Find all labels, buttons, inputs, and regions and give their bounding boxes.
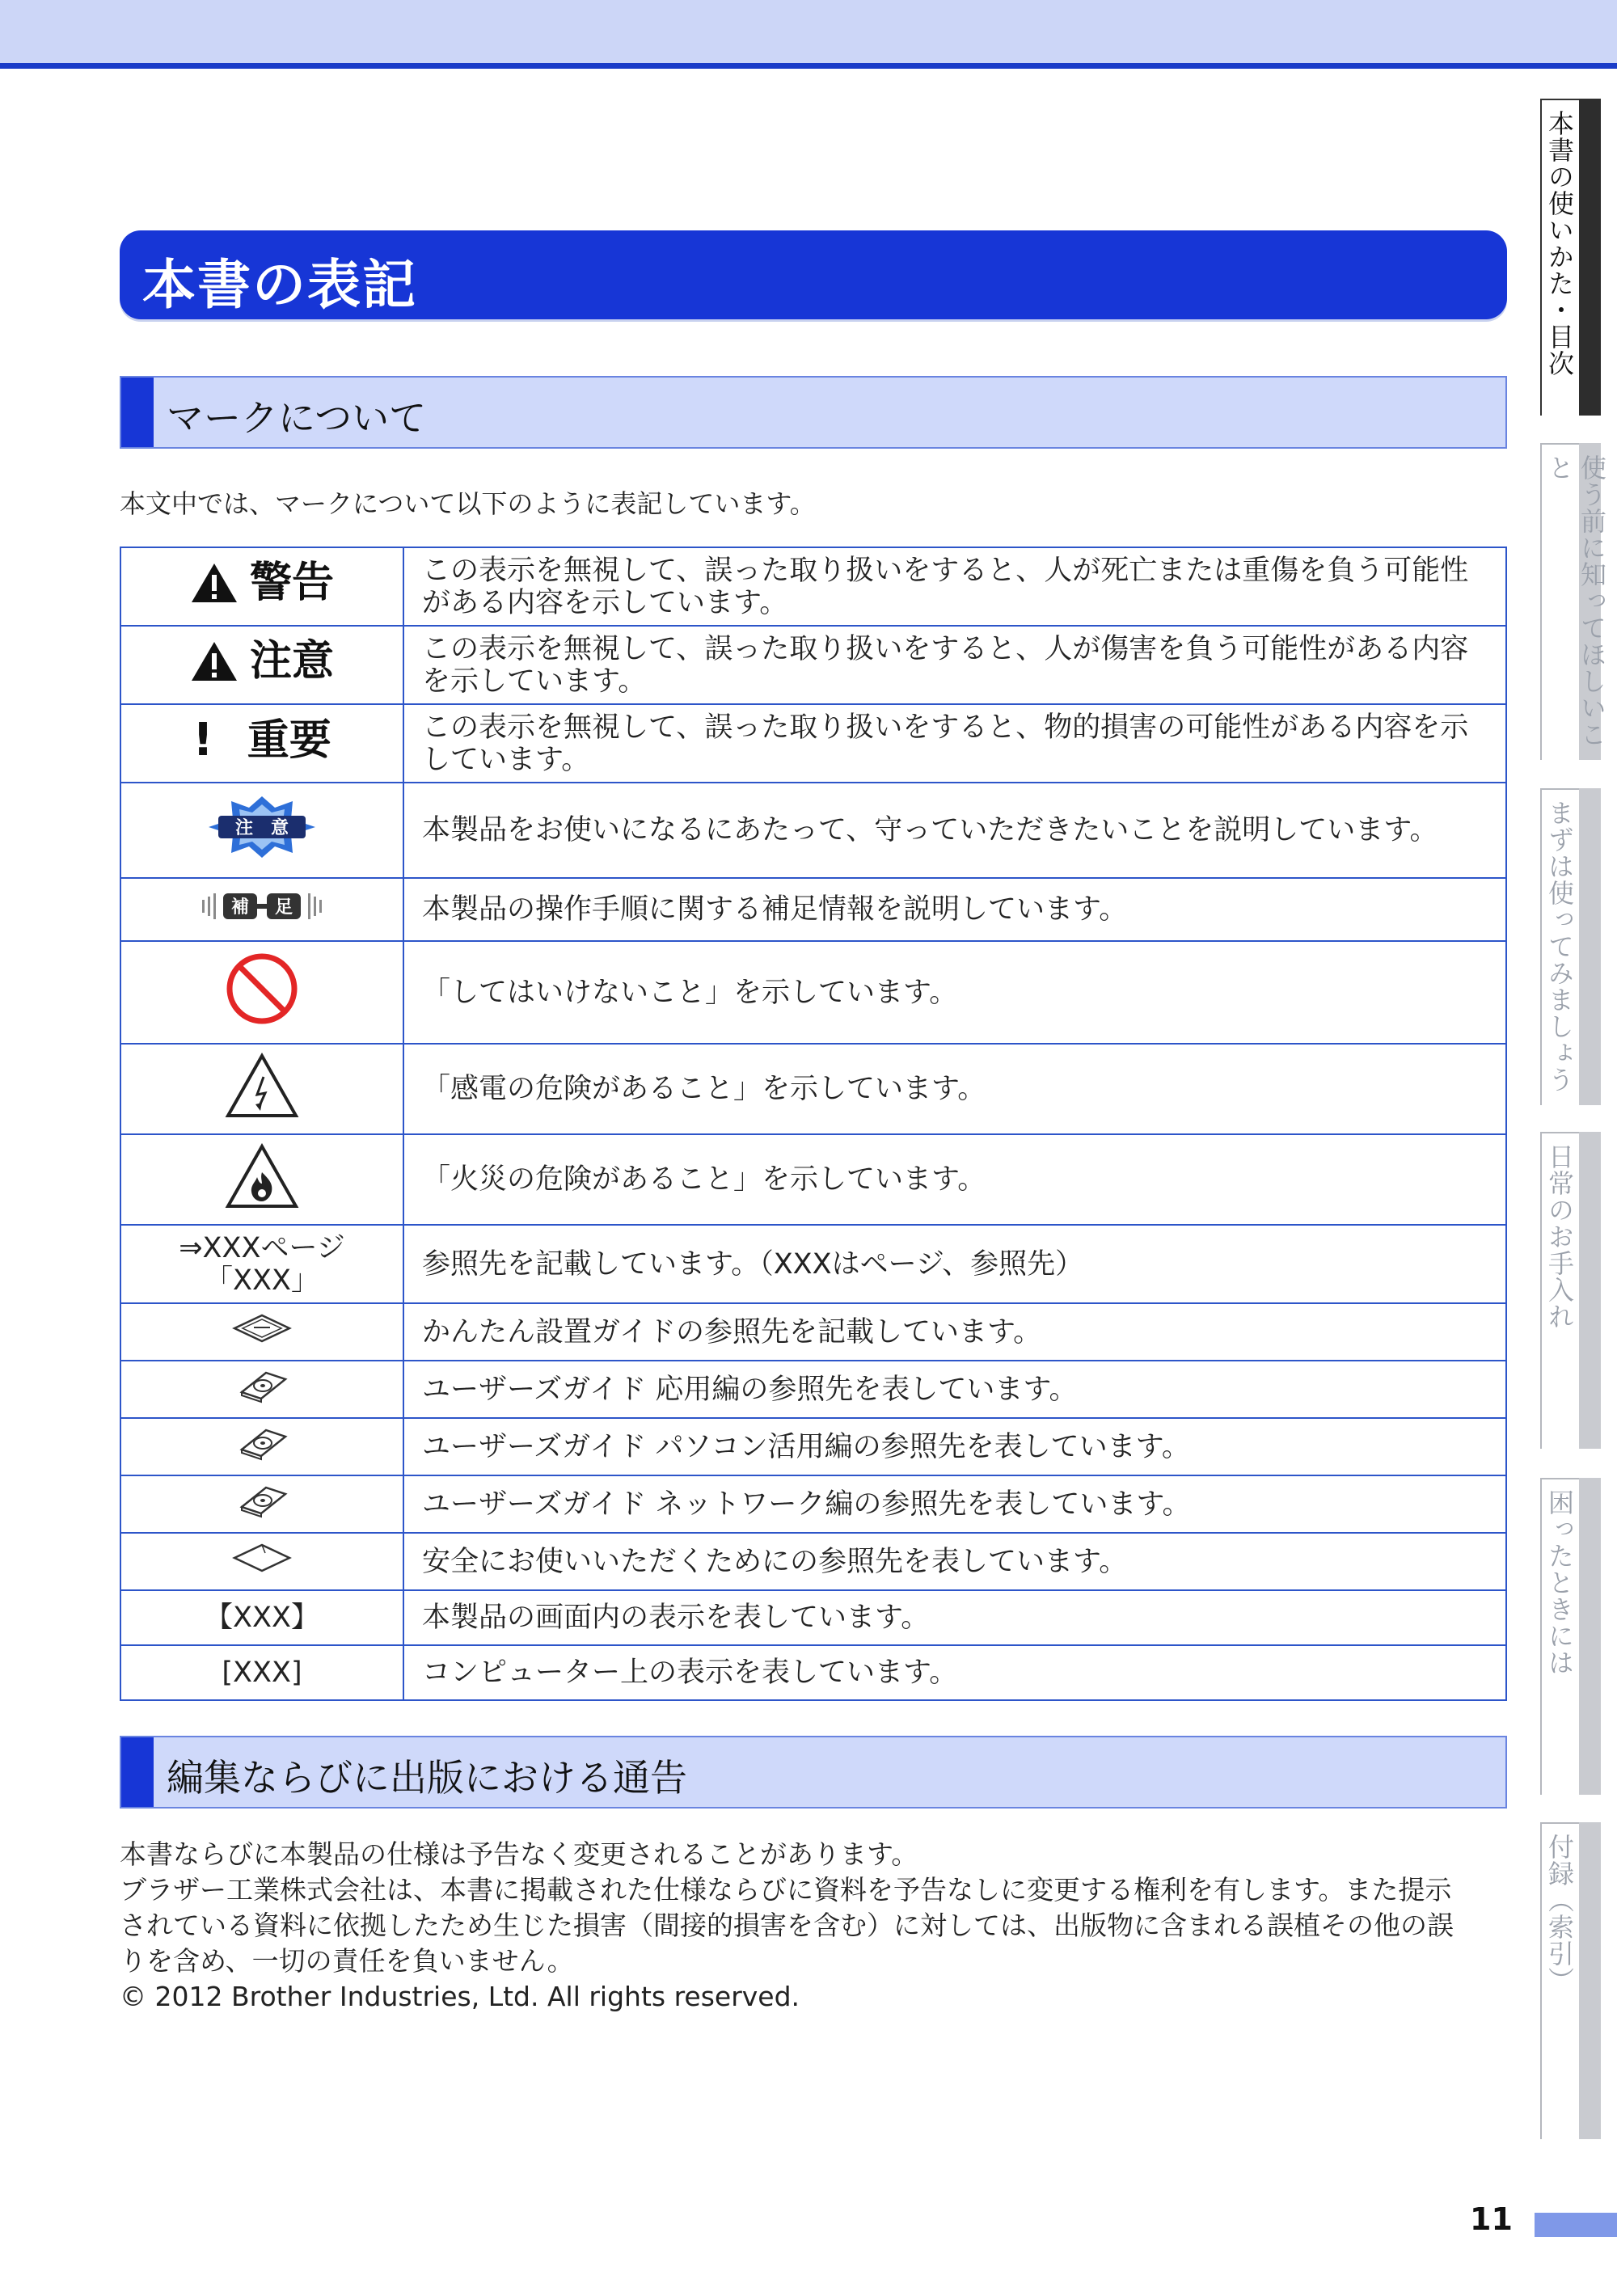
row-description: ユーザーズガイド 応用編の参照先を表しています。 <box>403 1361 1506 1418</box>
section-heading-text: 編集ならびに出版における通告 <box>167 1756 687 1800</box>
copyright-line: © 2012 Brother Industries, Ltd. All rights reserved. <box>120 1981 800 2012</box>
table-row <box>120 704 1506 783</box>
cd-manual-icon <box>234 1368 290 1403</box>
cd-manual-icon <box>234 1483 290 1518</box>
table-row <box>120 1475 1506 1533</box>
row-description: この表示を無視して、誤った取り扱いをすると、人が傷害を負う可能性がある内容を示しています。 <box>403 626 1506 704</box>
row-description: 参照先を記載しています。（XXXはページ、参照先） <box>403 1225 1506 1303</box>
side-tab-appendix[interactable] <box>1540 1822 1581 2139</box>
safety-guide-icon <box>231 1542 293 1574</box>
table-row <box>120 1533 1506 1590</box>
computer-display-mark: [XXX] <box>120 1645 403 1700</box>
row-description: ユーザーズガイド ネットワーク編の参照先を表しています。 <box>403 1475 1506 1533</box>
table-row <box>120 626 1506 704</box>
ref-mark: 「XXX」 <box>205 1264 319 1297</box>
side-tab-contents[interactable] <box>1540 99 1581 416</box>
row-description: 本製品をお使いになるにあたって、守っていただきたいことを説明しています。 <box>403 783 1506 878</box>
table-row <box>120 1044 1506 1134</box>
page-number: 11 <box>1470 2201 1513 2237</box>
table-row <box>120 1303 1506 1361</box>
hosoku-badge-icon <box>197 888 327 924</box>
caution-label: 注意 <box>249 637 334 686</box>
side-tab-marker <box>1579 788 1601 1105</box>
header-bar <box>0 0 1617 65</box>
side-tab-maintenance[interactable] <box>1540 1132 1581 1449</box>
electric-shock-icon <box>225 1053 299 1119</box>
row-description: かんたん設置ガイドの参照先を記載しています。 <box>403 1303 1506 1361</box>
table-row <box>120 1361 1506 1418</box>
side-tab-label: 付録（索引） <box>1544 1834 1575 1994</box>
section-heading-accent <box>121 378 154 447</box>
table-row <box>120 1418 1506 1475</box>
notice-line: りを含め、一切の責任を負いません。 <box>120 1945 574 1977</box>
chui-badge-icon <box>197 795 327 859</box>
chui-char-2: 意 <box>270 817 289 838</box>
panel-display-mark: 【XXX】 <box>120 1590 403 1645</box>
table-row <box>120 1590 1506 1645</box>
intro-text: 本文中では、マークについて以下のように表記しています。 <box>120 488 816 519</box>
notice-line: ブラザー工業株式会社は、本書に掲載された仕様ならびに資料を予告なしに変更する権利を有します。また提示 <box>120 1874 1452 1906</box>
side-tab-marker <box>1579 1132 1601 1449</box>
warning-triangle-icon <box>190 562 239 604</box>
table-row <box>120 783 1506 878</box>
table-row <box>120 1225 1506 1303</box>
caution-triangle-icon <box>190 640 239 682</box>
marks-table <box>120 547 1507 1701</box>
page-title: 本書の表記 <box>142 254 417 316</box>
row-description: この表示を無視して、誤った取り扱いをすると、人が死亡または重傷を負う可能性がある内容を示しています。 <box>403 547 1506 626</box>
notice-line: 本書ならびに本製品の仕様は予告なく変更されることがあります。 <box>120 1838 918 1870</box>
row-description: この表示を無視して、誤った取り扱いをすると、物的損害の可能性がある内容を示しています。 <box>403 704 1506 783</box>
table-row <box>120 941 1506 1044</box>
row-description: 「感電の危険があること」を示しています。 <box>403 1044 1506 1134</box>
page-number-bar <box>1535 2213 1617 2237</box>
side-tab-label: 本書の使いかた・目次 <box>1544 110 1575 377</box>
table-row <box>120 547 1506 626</box>
chui-char-1: 注 <box>234 817 254 838</box>
header-rule <box>0 63 1617 69</box>
notice-paragraph <box>120 1837 1507 2015</box>
side-tab-marker <box>1579 99 1601 416</box>
quick-setup-guide-icon <box>231 1312 293 1344</box>
section-heading-notice <box>120 1736 1507 1809</box>
row-description: 「火災の危険があること」を示しています。 <box>403 1134 1506 1225</box>
side-tab-label: 使う前に知ってほしいこと <box>1544 454 1607 748</box>
table-row <box>120 1134 1506 1225</box>
section-heading-accent <box>121 1737 154 1807</box>
page-ref-mark: ⇒XXXページ <box>179 1231 345 1264</box>
hosoku-char-1: 補 <box>230 897 250 918</box>
page-title-banner <box>120 230 1507 319</box>
table-row <box>120 878 1506 941</box>
side-tab-before-use[interactable] <box>1540 443 1607 760</box>
hosoku-char-2: 足 <box>274 897 293 918</box>
row-description: 本製品の画面内の表示を表しています。 <box>403 1590 1506 1645</box>
row-description: 「してはいけないこと」を示しています。 <box>403 941 1506 1044</box>
table-row <box>120 1645 1506 1700</box>
notice-line: されている資料に依拠したため生じた損害（間接的損害を含む）に対しては、出版物に含まれる誤植その他の誤 <box>120 1910 1454 1941</box>
section-heading-text: マークについて <box>167 396 427 440</box>
row-description: ユーザーズガイド パソコン活用編の参照先を表しています。 <box>403 1418 1506 1475</box>
section-heading-marks <box>120 376 1507 449</box>
exclamation-icon: ! <box>192 714 213 766</box>
side-tab-marker <box>1579 1478 1601 1795</box>
row-description: 本製品の操作手順に関する補足情報を説明しています。 <box>403 878 1506 941</box>
side-tab-troubleshooting[interactable] <box>1540 1478 1581 1795</box>
cd-manual-icon <box>234 1425 290 1461</box>
side-tab-getting-started[interactable] <box>1540 788 1581 1105</box>
fire-hazard-icon <box>225 1143 299 1209</box>
row-description: 安全にお使いいただくためにの参照先を表しています。 <box>403 1533 1506 1590</box>
side-tab-label: まずは使ってみましょう <box>1544 800 1575 1093</box>
side-tab-marker <box>1579 1822 1601 2139</box>
warning-label: 警告 <box>249 559 334 607</box>
side-tab-label: 困ったときには <box>1544 1489 1575 1676</box>
side-tab-label: 日常のお手入れ <box>1544 1143 1575 1330</box>
prohibited-icon <box>225 952 299 1026</box>
important-label: 重要 <box>247 716 331 765</box>
row-description: コンピューター上の表示を表しています。 <box>403 1645 1506 1700</box>
